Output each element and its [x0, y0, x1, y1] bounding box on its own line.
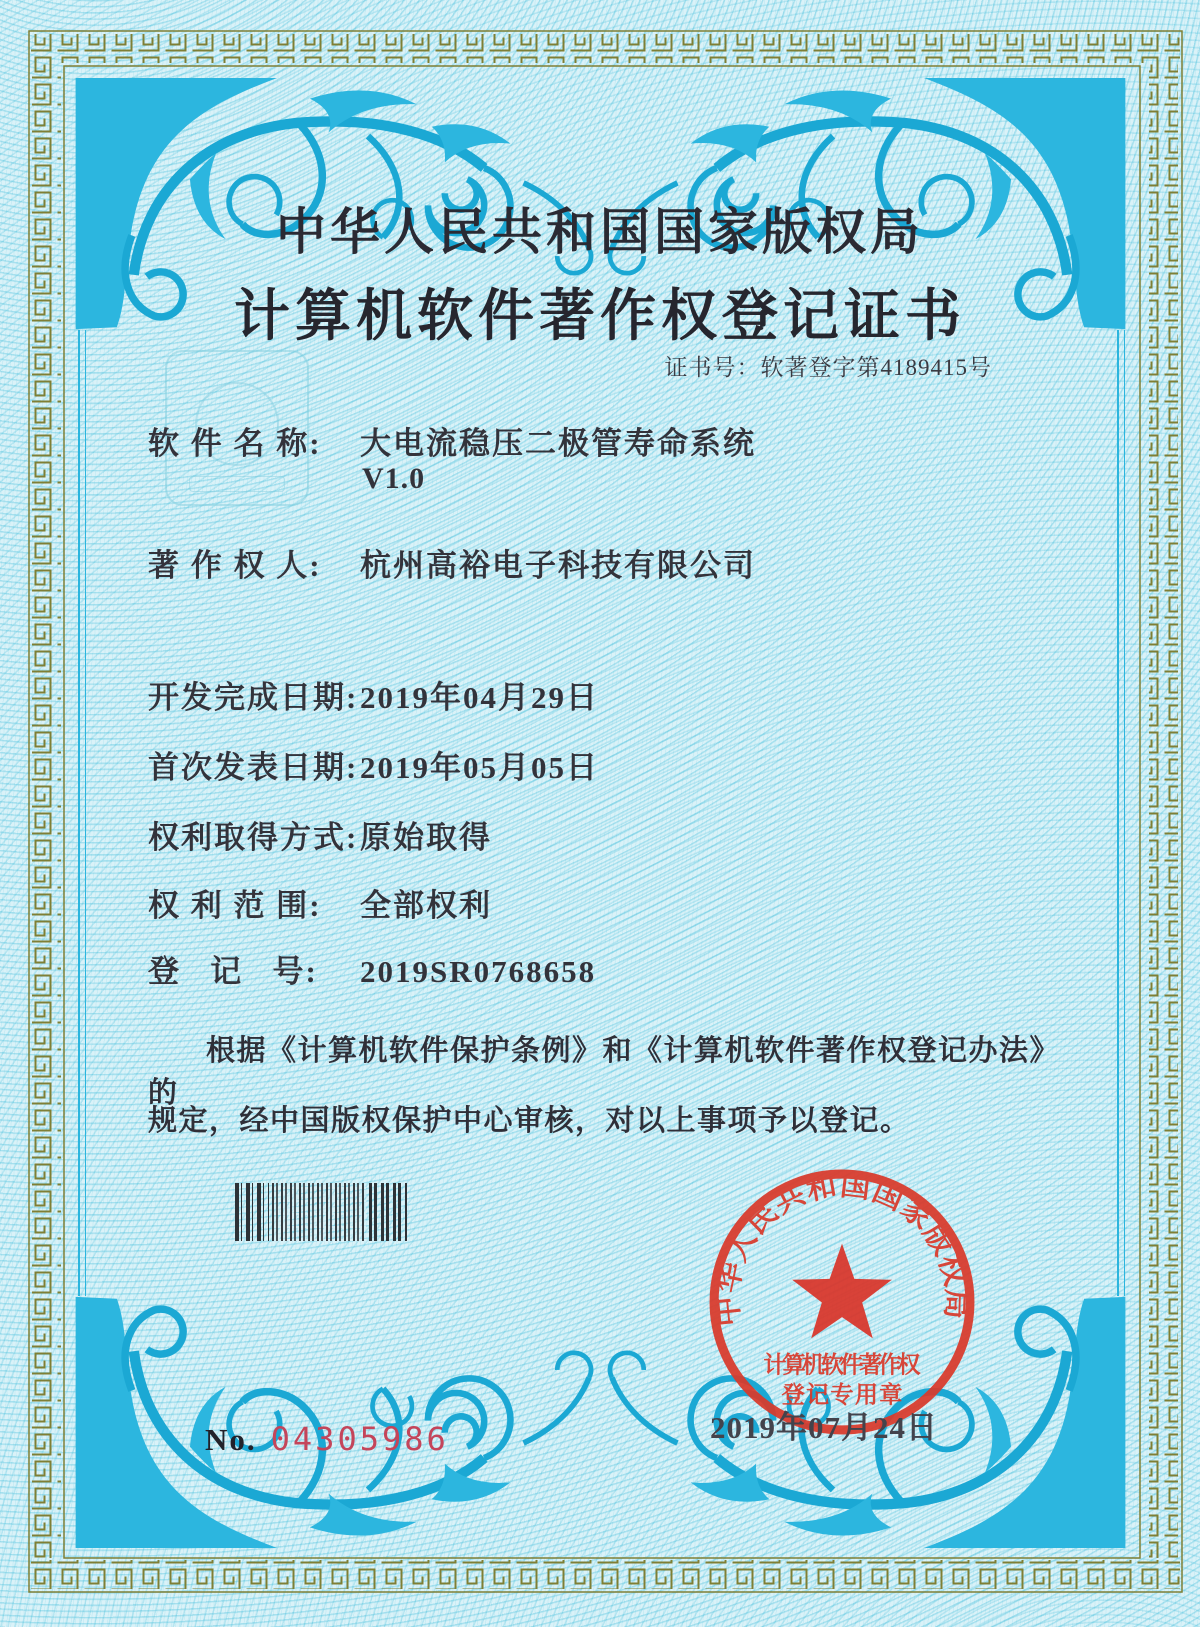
barcode-start-bars — [235, 1183, 269, 1241]
field-label: 软 件 名 称: — [148, 426, 322, 461]
right-border-rule-inner — [1124, 330, 1125, 1296]
barcode-stop-bars — [369, 1183, 407, 1241]
field-software-name — [148, 418, 756, 463]
certificate-number-value: 软著登字第4189415号 — [760, 355, 992, 380]
right-border-rule-outer — [1117, 330, 1119, 1296]
field-label: 开发完成日期: — [148, 680, 359, 715]
left-border-rule-inner — [85, 330, 86, 1296]
seal-date: 2019年07月24日 — [710, 1410, 938, 1445]
issuing-authority-title: 中华人民共和国国家版权局 — [276, 204, 924, 260]
official-seal — [703, 1163, 981, 1441]
field-label: 著 作 权 人: — [148, 548, 322, 583]
field-value: 2019年04月29日 — [360, 680, 599, 715]
barcode — [235, 1183, 407, 1241]
left-border-rule-outer — [78, 330, 80, 1296]
field-value: 2019SR0768658 — [360, 954, 597, 989]
field-value: 原始取得 — [360, 820, 492, 855]
field-label: 权利取得方式: — [148, 820, 359, 855]
field-copyright-owner — [148, 540, 756, 585]
barcode-data-modules — [272, 1183, 366, 1241]
field-label: 登 记 号: — [148, 954, 318, 989]
field-registration-number — [148, 946, 596, 991]
seal-caption-line2: 登记专用章 — [781, 1382, 903, 1409]
field-rights-scope — [148, 880, 492, 925]
serial-number-line — [205, 1420, 449, 1458]
field-value: 全部权利 — [360, 888, 492, 923]
seal-ring-text: 中华人民共和国国家版权局 — [709, 1167, 975, 1328]
certificate-number-label: 证书号： — [664, 355, 761, 380]
field-value: 大电流稳压二极管寿命系统 — [360, 426, 756, 461]
field-label: 首次发表日期: — [148, 750, 359, 785]
certificate-title: 计算机软件著作权登记证书 — [234, 286, 966, 348]
field-label: 权 利 范 围: — [148, 888, 322, 923]
field-value: 杭州高裕电子科技有限公司 — [360, 548, 756, 583]
serial-value: 04305986 — [270, 1420, 449, 1458]
certificate-number-line — [665, 349, 993, 382]
field-rights-acquisition — [148, 812, 492, 857]
statement-line-2: 规定，经中国版权保护中心审核，对以上事项予以登记。 — [148, 1105, 911, 1137]
serial-label: No. — [205, 1422, 257, 1457]
statement-line-1: 根据《计算机软件保护条例》和《计算机软件著作权登记办法》的 — [148, 1035, 1061, 1109]
field-first-publish-date — [148, 742, 599, 787]
star-icon — [792, 1244, 892, 1339]
field-software-version: V1.0 — [362, 462, 426, 495]
field-dev-complete-date — [148, 672, 599, 717]
seal-caption-line1: 计算机软件著作权 — [763, 1352, 921, 1379]
field-value: 2019年05月05日 — [360, 750, 599, 785]
